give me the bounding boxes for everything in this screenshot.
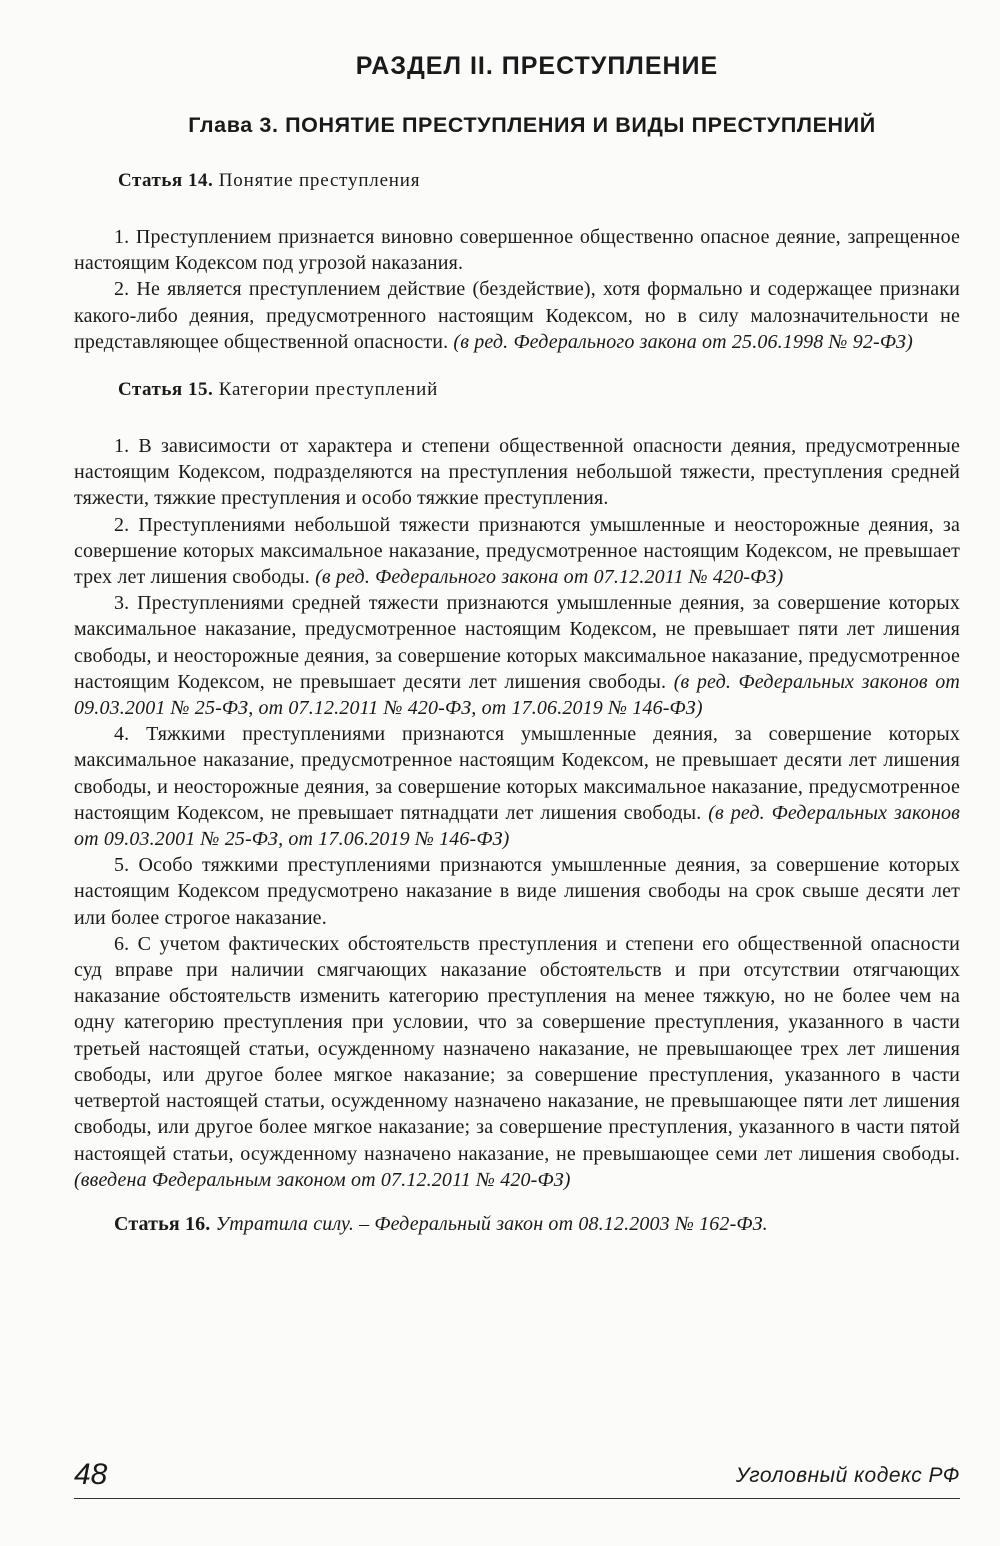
article-14-part-2: 2. Не является преступлением действие (бездействие), хотя формально и содержащее признаки какого-либо деяния, предусмотренного настоящим Кодексом, но в силу малозначительности не представляющее общественной опасности. (в ред. Федерального закона от 25.06.1998 № 92-ФЗ) (74, 278, 960, 353)
article-15-part-3: 3. Преступлениями средней тяжести признаются умышленные деяния, за совершение которых максимальное наказание, предусмотренное настоящим Кодексом, не превышает пяти лет лишения свободы, и неосторожные деяния, за совершение которых максимальное наказание, предусмотренное настоящим Кодексом, не превышает десяти лет лишения свободы. (в ред. Федеральных законов от 09.03.2001 № 25-ФЗ, от 07.12.2011 № 420-ФЗ, от 17.06.2019 № 146-ФЗ) (74, 592, 960, 720)
amendment-note: (в ред. Федерального закона от 25.06.1998 № 92-ФЗ) (453, 330, 913, 353)
document-page (74, 52, 960, 1237)
article-16 (74, 1211, 960, 1237)
page-footer (74, 1458, 960, 1499)
article-15-heading (118, 377, 960, 403)
article-15-part-1: 1. В зависимости от характера и степени общественной опасности деяния, предусмотренные настоящим Кодексом, подразделяются на преступления небольшой тяжести, преступления средней тяжести, тяжкие преступления и особо тяжкие преступления. (74, 435, 960, 510)
article-16-label: Статья 16. (114, 1212, 211, 1235)
amendment-note: (в ред. Федеральных законов от 09.03.2001 № 25-ФЗ, от 07.12.2011 № 420-ФЗ, от 17.06.2019 № 146-ФЗ) (74, 670, 960, 720)
article-16-title: Утратила силу. – Федеральный закон от 08.12.2003 № 162-ФЗ. (215, 1212, 768, 1235)
article-14-part-1: 1. Преступлением признается виновно совершенное общественно опасное деяние, запрещенное настоящим Кодексом под угрозой наказания. (74, 226, 960, 275)
article-14-heading (118, 168, 960, 194)
section-title: РАЗДЕЛ II. ПРЕСТУПЛЕНИЕ (355, 52, 719, 80)
article-14-title: Понятие преступления (218, 170, 421, 191)
article-15-part-6: 6. С учетом фактических обстоятельств преступления и степени его общественной опасности суд вправе при наличии смягчающих наказание обстоятельств и при отсутствии отягчающих наказание обстоятельств изменить категорию преступления на менее тяжкую, но не более чем на одну категорию преступления при условии, что за совершение преступления, указанного в части третьей настоящей статьи, осужденному назначено наказание, не превышающее трех лет лишения свободы, или другое более мягкое наказание; за совершение преступления, указанного в части четвертой настоящей статьи, осужденному назначено наказание, не превышающее пяти лет лишения свободы, или другое более мягкое наказание; за совершение преступления, указанного в части пятой настоящей статьи, осужденному назначено наказание, не превышающее семи лет лишения свободы. (введена Федеральным законом от 07.12.2011 № 420-ФЗ) (74, 932, 960, 1191)
article-15-part-4: 4. Тяжкими преступлениями признаются умышленные деяния, за совершение которых максимальное наказание, предусмотренное настоящим Кодексом, не превышает десяти лет лишения свободы, и неосторожные деяния, за совершение которых максимальное наказание, предусмотренное настоящим Кодексом, не превышает пятнадцати лет лишения свободы. (в ред. Федеральных законов от 09.03.2001 № 25-ФЗ, от 17.06.2019 № 146-ФЗ) (74, 723, 961, 851)
amendment-note: (в ред. Федеральных законов от 09.03.2001 № 25-ФЗ, от 17.06.2019 № 146-ФЗ) (74, 801, 961, 851)
article-15-label: Статья 15. (118, 379, 214, 401)
amendment-note: (введена Федеральным законом от 07.12.2011 № 420-ФЗ) (74, 1168, 571, 1191)
page-number: 48 (74, 1458, 108, 1491)
chapter-title: Глава 3. ПОНЯТИЕ ПРЕСТУПЛЕНИЯ И ВИДЫ ПРЕСТУПЛЕНИЙ (188, 113, 876, 137)
article-15-part-2: 2. Преступлениями небольшой тяжести признаются умышленные и неосторожные деяния, за совершение которых максимальное наказание, предусмотренное настоящим Кодексом, не превышает трех лет лишения свободы. (в ред. Федерального закона от 07.12.2011 № 420-ФЗ) (74, 513, 960, 589)
amendment-note: (в ред. Федерального закона от 07.12.2011 № 420-ФЗ) (315, 566, 784, 589)
article-14-label: Статья 14. (118, 170, 214, 191)
book-title: Уголовный кодекс РФ (735, 1464, 960, 1487)
article-15-title: Категории преступлений (218, 379, 439, 401)
article-15-part-5: 5. Особо тяжкими преступлениями признаются умышленные деяния, за совершение которых настоящим Кодексом предусмотрено наказание в виде лишения свободы на срок свыше десяти лет или более строгое наказание. (74, 854, 960, 929)
